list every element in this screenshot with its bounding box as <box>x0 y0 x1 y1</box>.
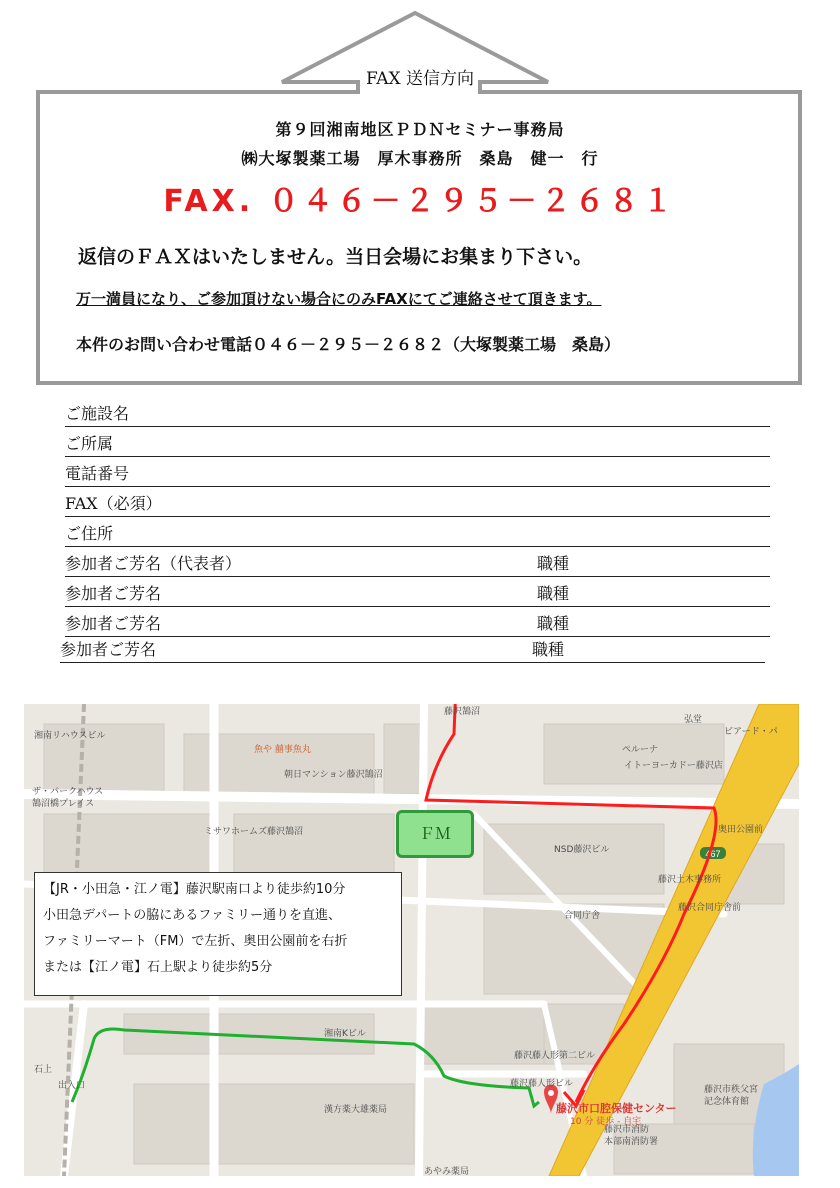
occupation-label: 職種 <box>537 554 570 573</box>
form-row-address[interactable] <box>65 516 770 547</box>
directions-line: 【JR・小田急・江ノ電】藤沢駅南口より徒歩約10分 <box>43 882 346 897</box>
map-label: 藤沢合同庁舎前 <box>678 903 742 913</box>
destination-label: 藤沢市口腔保健センター <box>556 1102 677 1115</box>
map-label: 本部南消防署 <box>604 1137 659 1147</box>
map-label: 藤沢市消防 <box>604 1125 650 1135</box>
map-label: 合同庁舎 <box>564 911 601 921</box>
form-label: 参加者ご芳名 <box>60 640 157 659</box>
form-row-participant[interactable] <box>65 576 770 607</box>
no-reply-note: 返信のＦＡＸはいたしません。当日会場にお集まり下さい。 <box>78 246 593 268</box>
map-label: 魚や 囍事魚丸 <box>254 745 311 755</box>
form-label: 参加者ご芳名 <box>65 614 162 633</box>
full-capacity-note: 万一満員になり、ご参加頂けない場合にのみFAXにてご連絡させて頂きます。 <box>76 290 602 308</box>
destination-sublabel: 10 分 徒歩 - 自宅 <box>570 1117 642 1127</box>
map-label: 藤沢鵠沼 <box>444 707 481 717</box>
map-label: NSD藤沢ビル <box>554 845 610 855</box>
directions-line: または【江ノ電】石上駅より徒歩約5分 <box>43 960 273 975</box>
occupation-label: 職種 <box>537 584 570 603</box>
map-label: 記念体育館 <box>704 1097 750 1107</box>
form-label: ご所属 <box>65 434 114 453</box>
occupation-label: 職種 <box>537 614 570 633</box>
form-label: ご施設名 <box>65 404 130 423</box>
form-row-phone[interactable] <box>65 456 770 487</box>
map-label: 鵠沼橋プレイス <box>32 799 95 809</box>
map-label: 藤沢土木事務所 <box>658 875 722 885</box>
map-label: 奥田公園前 <box>718 825 764 835</box>
contact-phone-note: 本件のお問い合わせ電話０４６－２９５－２６８２（大塚製薬工場 桑島） <box>76 335 621 354</box>
form-label: 電話番号 <box>65 464 130 483</box>
form-label: FAX（必須） <box>65 494 162 513</box>
map-label: 出入口 <box>58 1081 86 1091</box>
map-label: あやみ薬局 <box>424 1167 470 1176</box>
map-label: 藤沢藤人形第二ビル <box>514 1051 596 1061</box>
map-label: ペルーナ <box>622 745 659 755</box>
form-row-facility[interactable] <box>65 396 770 427</box>
map-label: 石上 <box>34 1065 53 1075</box>
route-467-label: 467 <box>705 849 721 859</box>
fax-direction-label: FAX 送信方向 <box>365 69 475 89</box>
map-label: 漢方薬大雄薬局 <box>324 1105 388 1115</box>
map-label: 弘堂 <box>684 715 703 725</box>
directions-line: 小田急デパートの脇にあるファミリー通りを直進、 <box>43 908 341 923</box>
map-label: ビアード・パ <box>724 727 778 737</box>
directions-box <box>34 872 402 996</box>
form-row-representative[interactable] <box>65 546 770 577</box>
form-row-fax[interactable] <box>65 486 770 517</box>
map-label: 藤沢市秩父宮 <box>704 1085 759 1095</box>
form-label: ご住所 <box>65 524 114 543</box>
directions-line: ファミリーマート（FM）で左折、奥田公園前を右折 <box>43 934 348 949</box>
map-label: イトーヨーカドー藤沢店 <box>624 761 723 771</box>
map-label: ミサワホームズ藤沢鵠沼 <box>204 827 304 837</box>
form-label: 参加者ご芳名 <box>65 584 162 603</box>
map-label: 湘南Kビル <box>324 1029 366 1039</box>
map-label: 湘南リハウスビル <box>34 731 106 741</box>
family-mart-marker: ＦＭ <box>396 810 474 858</box>
office-name: 第９回湘南地区ＰＤＮセミナー事務局 <box>275 120 565 139</box>
map-label: 朝日マンション藤沢鵠沼 <box>284 770 383 780</box>
form-row-department[interactable] <box>65 426 770 457</box>
occupation-label: 職種 <box>532 640 565 659</box>
map-label: 藤沢藤人形ビル <box>510 1079 574 1089</box>
map-label: ザ・パークハウス <box>32 787 104 797</box>
form-label: 参加者ご芳名（代表者） <box>65 554 242 573</box>
form-row-participant[interactable] <box>60 632 765 663</box>
recipient-name: ㈱大塚製薬工場 厚木事務所 桑島 健一 行 <box>241 149 599 168</box>
fax-number: FAX. ０４６－２９５－２６８１ <box>163 184 677 219</box>
